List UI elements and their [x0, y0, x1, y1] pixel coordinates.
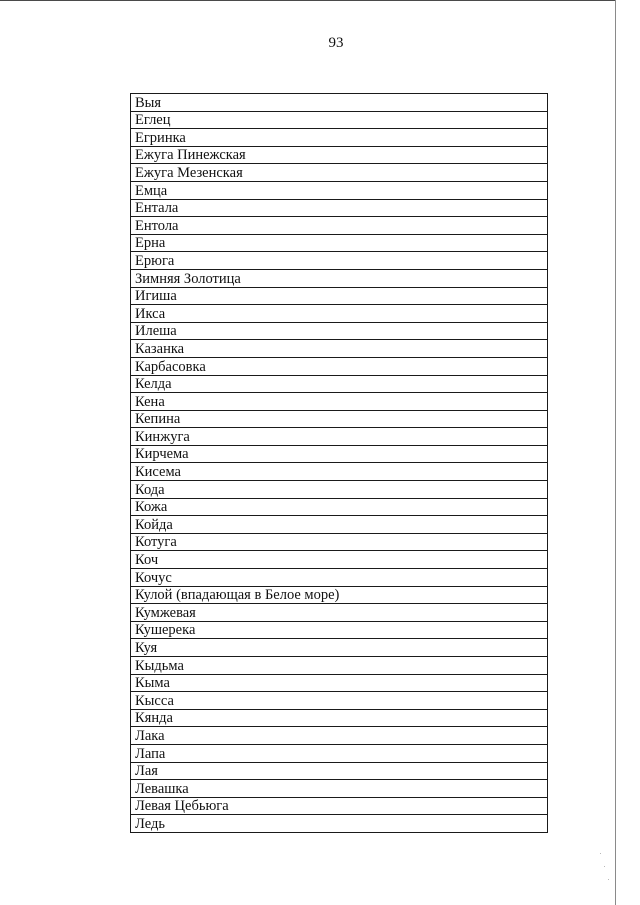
table-row: [131, 234, 548, 252]
scan-speck: [608, 879, 609, 880]
table-row: [131, 533, 548, 551]
river-name-cell: Койда: [131, 516, 548, 534]
river-name-cell: Кыма: [131, 674, 548, 692]
scan-speck: [600, 853, 601, 854]
table-row: [131, 516, 548, 534]
table-row: [131, 551, 548, 569]
table-row: [131, 410, 548, 428]
table-row: [131, 639, 548, 657]
river-name-cell: Кумжевая: [131, 604, 548, 622]
table-row: [131, 445, 548, 463]
page-right-edge: [615, 0, 616, 905]
table-row: [131, 322, 548, 340]
rivers-table: [130, 93, 548, 833]
page-top-edge: [0, 0, 615, 1]
river-name-cell: Зимняя Золотица: [131, 269, 548, 287]
river-name-cell: Ежуга Мезенская: [131, 164, 548, 182]
table-row: [131, 357, 548, 375]
table-row: [131, 340, 548, 358]
table-row: [131, 94, 548, 112]
table-row: [131, 393, 548, 411]
table-row: [131, 181, 548, 199]
river-name-cell: Икса: [131, 305, 548, 323]
river-name-cell: Кепина: [131, 410, 548, 428]
river-name-cell: Кена: [131, 393, 548, 411]
table-row: [131, 657, 548, 675]
table-row: [131, 252, 548, 270]
river-name-cell: Ерна: [131, 234, 548, 252]
river-name-cell: Кода: [131, 481, 548, 499]
table-row: [131, 569, 548, 587]
table-row: [131, 305, 548, 323]
river-name-cell: Ентола: [131, 217, 548, 235]
river-name-cell: Лая: [131, 762, 548, 780]
river-name-cell: Кыдьма: [131, 657, 548, 675]
table-row: [131, 463, 548, 481]
river-name-cell: Кушерека: [131, 621, 548, 639]
river-name-cell: Кянда: [131, 709, 548, 727]
scan-speck: [604, 866, 605, 867]
table-row: [131, 674, 548, 692]
river-name-cell: Коч: [131, 551, 548, 569]
river-name-cell: Куя: [131, 639, 548, 657]
table-row: [131, 217, 548, 235]
river-name-cell: Казанка: [131, 340, 548, 358]
table-row: [131, 199, 548, 217]
table-row: [131, 604, 548, 622]
table-row: [131, 481, 548, 499]
table-row: [131, 586, 548, 604]
table-row: [131, 111, 548, 129]
river-name-cell: Выя: [131, 94, 548, 112]
table-row: [131, 498, 548, 516]
river-name-cell: Левашка: [131, 780, 548, 798]
table-row: [131, 692, 548, 710]
river-name-cell: Кулой (впадающая в Белое море): [131, 586, 548, 604]
river-name-cell: Келда: [131, 375, 548, 393]
table-row: [131, 727, 548, 745]
rivers-table-body: [131, 94, 548, 833]
river-name-cell: Кожа: [131, 498, 548, 516]
table-row: [131, 129, 548, 147]
river-name-cell: Ерюга: [131, 252, 548, 270]
river-name-cell: Еглец: [131, 111, 548, 129]
page-number: 93: [328, 35, 344, 51]
table-row: [131, 428, 548, 446]
river-name-cell: Игиша: [131, 287, 548, 305]
river-name-cell: Егринка: [131, 129, 548, 147]
river-name-cell: Ледь: [131, 815, 548, 833]
river-name-cell: Лапа: [131, 744, 548, 762]
table-row: [131, 164, 548, 182]
river-name-cell: Кочус: [131, 569, 548, 587]
river-name-cell: Котуга: [131, 533, 548, 551]
river-name-cell: Кысса: [131, 692, 548, 710]
table-row: [131, 146, 548, 164]
river-name-cell: Кисема: [131, 463, 548, 481]
table-row: [131, 287, 548, 305]
table-row: [131, 762, 548, 780]
river-name-cell: Кинжуга: [131, 428, 548, 446]
river-name-cell: Карбасовка: [131, 357, 548, 375]
table-row: [131, 375, 548, 393]
table-row: [131, 709, 548, 727]
river-name-cell: Ентала: [131, 199, 548, 217]
river-name-cell: Илеша: [131, 322, 548, 340]
river-name-cell: Кирчема: [131, 445, 548, 463]
table-row: [131, 815, 548, 833]
river-name-cell: Левая Цебьюга: [131, 797, 548, 815]
river-name-cell: Ежуга Пинежская: [131, 146, 548, 164]
table-row: [131, 797, 548, 815]
river-name-cell: Лака: [131, 727, 548, 745]
table-row: [131, 780, 548, 798]
table-row: [131, 621, 548, 639]
table-row: [131, 269, 548, 287]
river-name-cell: Емца: [131, 181, 548, 199]
table-row: [131, 744, 548, 762]
